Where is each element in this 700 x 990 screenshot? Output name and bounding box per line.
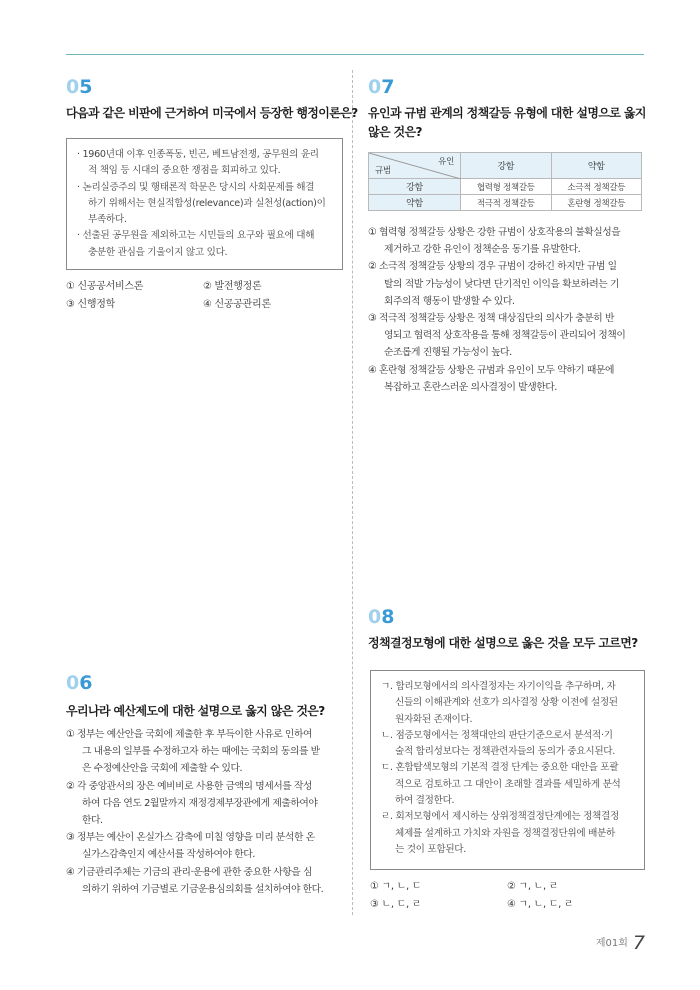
question-07-title: 유인과 규범 관계의 정책갈등 유형에 대한 설명으로 옳지 않은 것은? bbox=[368, 106, 646, 139]
choice-line[interactable]: ① 정부는 예산안을 국회에 제출한 후 부득이한 사유로 인하여 bbox=[66, 729, 312, 740]
passage-line: · 논리실증주의 및 행태론적 학문은 당시의 사회문제를 해결 bbox=[77, 181, 315, 193]
statement-line: ㄷ. 혼합탐색모형의 기본적 결정 단계는 중요한 대안을 포괄 bbox=[381, 762, 619, 774]
top-rule bbox=[66, 54, 644, 55]
option-4[interactable]: ④ 신공공관리론 bbox=[203, 299, 271, 310]
choice-line: 하여 다음 연도 2월말까지 재정경제부장관에게 제출하여야 bbox=[82, 797, 318, 809]
question-06-choices bbox=[66, 726, 348, 898]
exam-label: 제01회 bbox=[595, 938, 628, 949]
table-row bbox=[369, 195, 642, 211]
page-footer bbox=[596, 932, 645, 954]
choice-line: 실가스감축인지 예산서를 작성하여야 한다. bbox=[82, 849, 255, 861]
option-1[interactable]: ① ㄱ, ㄴ, ㄷ bbox=[370, 881, 422, 892]
choice-line: 회주의적 행동이 발생할 수 있다. bbox=[384, 295, 515, 307]
choice-line: 순조롭게 진행될 가능성이 높다. bbox=[384, 347, 512, 359]
passage-line: 부족하다. bbox=[88, 214, 127, 226]
policy-conflict-table bbox=[368, 152, 642, 211]
choice-line[interactable]: ② 소극적 정책갈등 상황의 경우 규범이 강하긴 하지만 규범 일 bbox=[368, 261, 617, 273]
question-07-choices bbox=[368, 224, 650, 396]
statement-line: 하여 결정한다. bbox=[395, 795, 455, 807]
question-05-passage-box bbox=[66, 138, 343, 270]
option-2[interactable]: ② 발전행정론 bbox=[203, 281, 262, 292]
table-cell: 적극적 정책갈등 bbox=[461, 195, 552, 211]
choice-line: 은 수정예산안을 국회에 제출할 수 있다. bbox=[82, 763, 243, 775]
statement-line: ㄹ. 회저모형에서 제시하는 상위정책결정단계에는 정책결정 bbox=[381, 811, 619, 823]
statement-line: 적으로 검토하고 그 대안이 초래할 결과를 세밀하게 분석 bbox=[395, 778, 621, 790]
choice-line: 제거하고 강한 유인이 정책순응 동기를 유발한다. bbox=[384, 244, 581, 256]
question-06-title: 우리나라 예산제도에 대한 설명으로 옳지 않은 것은? bbox=[66, 704, 325, 718]
question-08-options bbox=[370, 878, 644, 914]
table-row bbox=[369, 179, 642, 195]
column-divider bbox=[352, 70, 353, 915]
option-2[interactable]: ② ㄱ, ㄴ, ㄹ bbox=[507, 881, 559, 892]
passage-line: 충분한 관심을 기울이지 않고 있다. bbox=[88, 246, 228, 258]
option-3[interactable]: ③ 신행정학 bbox=[66, 299, 115, 310]
table-corner-cell bbox=[369, 153, 461, 179]
option-4[interactable]: ④ ㄱ, ㄴ, ㄷ, ㄹ bbox=[507, 899, 574, 910]
question-06-number: 06 bbox=[66, 672, 93, 694]
statement-line: ㄴ. 점증모형에서는 정책대안의 판단기준으로서 분석적·기 bbox=[381, 729, 613, 741]
corner-bottom-label: 규범 bbox=[375, 166, 391, 176]
table-cell: 협력형 정책갈등 bbox=[461, 179, 552, 195]
corner-top-label: 유인 bbox=[438, 157, 454, 167]
choice-line[interactable]: ② 각 중앙관서의 장은 예비비로 사용한 금액의 명세서를 작성 bbox=[66, 780, 312, 792]
statement-line: 는 것이 포함된다. bbox=[395, 843, 467, 855]
question-05-number: 05 bbox=[66, 76, 93, 98]
table-cell: 혼란형 정책갈등 bbox=[551, 195, 642, 211]
choice-line: 복잡하고 혼란스러운 의사결정이 발생한다. bbox=[384, 381, 557, 393]
statement-line: 신들의 이해관계와 선호가 의사결정 상황 이전에 설정된 bbox=[395, 697, 618, 709]
question-05-options bbox=[66, 278, 340, 314]
page-number: 7 bbox=[632, 932, 645, 954]
statement-line: 체제를 설계하고 가치와 자원을 정책결정단위에 배분하 bbox=[395, 827, 616, 839]
choice-line: 의하기 위하여 기금별로 기금운용심의회를 설치하여야 한다. bbox=[82, 883, 324, 895]
option-1[interactable]: ① 신공공서비스론 bbox=[66, 281, 144, 292]
choice-line: 한다. bbox=[82, 815, 103, 827]
passage-line: · 1960년대 이후 인종폭동, 빈곤, 베트남전쟁, 공무원의 윤리 bbox=[77, 149, 319, 160]
passage-line: 적 책임 등 시대의 중요한 쟁점을 회피하고 있다. bbox=[88, 165, 281, 177]
statement-line: 원자화된 존재이다. bbox=[395, 713, 473, 725]
question-08-statement-box bbox=[370, 670, 645, 870]
column-header-weak: 약함 bbox=[551, 153, 642, 179]
choice-line: 그 내용의 일부를 수정하고자 하는 때에는 국회의 동의를 받 bbox=[82, 746, 320, 758]
choice-line[interactable]: ③ 적극적 정책갈등 상황은 정책 대상집단의 의사가 충분히 반 bbox=[368, 313, 614, 325]
question-07-number: 07 bbox=[368, 76, 395, 98]
option-3[interactable]: ③ ㄴ, ㄷ, ㄹ bbox=[370, 899, 422, 910]
table-cell: 소극적 정책갈등 bbox=[551, 179, 642, 195]
choice-line: 탈의 적발 가능성이 낮다면 단기적인 이익을 확보하려는 기 bbox=[384, 278, 619, 290]
row-header: 강함 bbox=[369, 179, 461, 195]
choice-line[interactable]: ① 협력형 정책갈등 상황은 강한 규범이 상호작용의 불확실성을 bbox=[368, 227, 621, 238]
column-header-strong: 강함 bbox=[461, 153, 552, 179]
question-08-number: 08 bbox=[368, 606, 395, 628]
choice-line[interactable]: ③ 정부는 예산이 온실가스 감축에 미칠 영향을 미리 분석한 온 bbox=[66, 832, 315, 844]
statement-line: 술적 합리성보다는 정책관련자들의 동의가 중요시된다. bbox=[395, 746, 616, 758]
choice-line[interactable]: ④ 혼란형 정책갈등 상황은 규범과 유인이 모두 약하기 때문에 bbox=[368, 364, 614, 376]
passage-line: 하기 위해서는 현실적합성(relevance)과 실천성(action)이 bbox=[88, 197, 326, 209]
statement-line: ㄱ. 합리모형에서의 의사결정자는 자기이익을 추구하며, 자 bbox=[381, 681, 616, 692]
question-08-title: 정책결정모형에 대한 설명으로 옳은 것을 모두 고르면? bbox=[368, 636, 638, 650]
passage-line: · 선출된 공무원을 제외하고는 시민들의 요구와 필요에 대해 bbox=[77, 230, 315, 242]
question-05-title: 다음과 같은 비판에 근거하여 미국에서 등장한 행정이론은? bbox=[66, 106, 358, 120]
row-header: 약함 bbox=[369, 195, 461, 211]
choice-line[interactable]: ④ 기금관리주체는 기금의 관리·운용에 관한 중요한 사항을 심 bbox=[66, 866, 312, 878]
choice-line: 영되고 협력적 상호작용을 통해 정책갈등이 관리되어 정책이 bbox=[384, 330, 626, 342]
